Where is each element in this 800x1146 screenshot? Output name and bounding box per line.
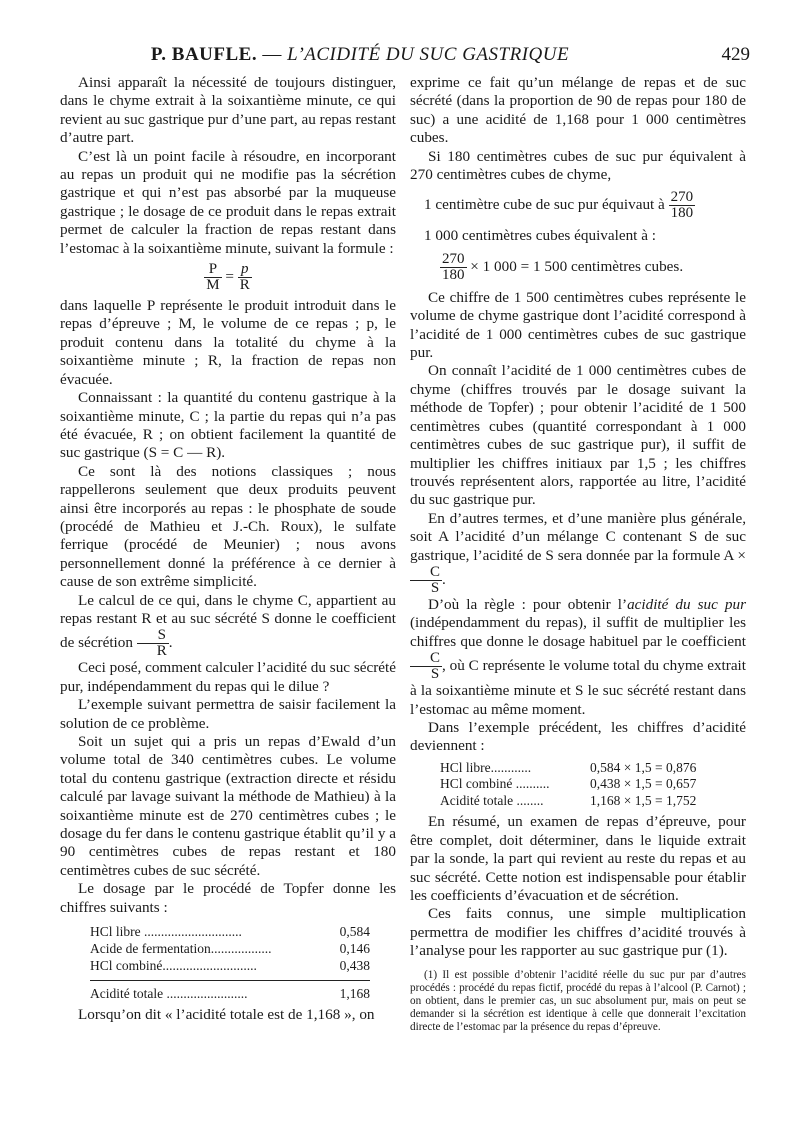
text: En d’autres termes, et d’une manière plus générale, soit A l’acidité d’un mélange C contenant S de suc gastrique, l’acidité de S sera donnée par la formule A ×: [410, 509, 746, 564]
paragraph: Dans l’exemple précédent, les chiffres d’acidité deviennent :: [410, 718, 746, 755]
table-row: [440, 776, 746, 793]
frac-num: 270: [670, 189, 694, 206]
paragraph: Ce chiffre de 1 500 centimètres cubes représente le volume de chyme gastrique dont l’acidité correspond à l’acidité de 1 000 centimètres cubes de suc gastrique pur.: [410, 288, 746, 362]
topfer-table: [90, 923, 370, 1002]
table-rule: [90, 980, 370, 981]
text: , où C représente le volume total du chyme extrait à la soixantième minute et S le suc sécrété restant dans l’estomac au même moment.: [410, 657, 746, 718]
paragraph: Le dosage par le procédé de Topfer donne les chiffres suivants :: [60, 880, 396, 916]
footnote: [410, 969, 746, 1034]
paragraph: C’est là un point facile à résoudre, en incorporant au repas un produit qui ne modifie pas la sécrétion gastrique et qui n’est pas absorbé par la muqueuse gastrique ; le dosage de ce produit dans le repas extrait permet de calculer la fraction de repas restant dans l’estomac à la soixantième minute, suivant la formule :: [60, 147, 396, 257]
equation-1: [410, 190, 746, 221]
text: .: [442, 570, 446, 588]
text: 1 centimètre cube de suc pur équivaut à: [424, 196, 665, 214]
row-label: Acide de fermentation..................: [90, 941, 272, 957]
page-number: 429: [721, 44, 750, 65]
paragraph: Lorsqu’on dit « l’acidité totale est de 1,168 », on: [78, 1006, 375, 1024]
text: D’où la règle : pour obtenir l’: [428, 595, 628, 613]
running-header: [60, 44, 750, 72]
paragraph: En résumé, un examen de repas d’épreuve, pour être complet, doit déterminer, dans le liquide extrait par la sonde, la part qui revient au reste du repas et au suc sécrété. Cette notion est indispensable pour établir les coefficients d’évacuation et de sécrétion.: [410, 813, 746, 904]
text: Le calcul de ce qui, dans le chyme C, appartient au repas restant R et au suc sécrété S donne le coefficient de sécrétion: [60, 591, 396, 652]
acidity-table: [440, 760, 746, 810]
row-label: HCl libre............: [440, 759, 532, 775]
frac-num: P: [204, 262, 221, 278]
row-label: HCl libre .............................: [90, 924, 242, 940]
equation-2: 1 000 centimètres cubes équivalent à :: [424, 227, 656, 245]
row-value: 0,146: [339, 941, 370, 957]
paragraph: Ceci posé, comment calculer l’acidité du suc sécrété pur, indépendamment du repas qui le dilue ?: [60, 659, 396, 695]
frac-num: p: [238, 262, 252, 278]
paragraph: L’exemple suivant permettra de saisir facilement la solution de ce problème.: [60, 696, 396, 732]
row-label: Acidité totale ........................: [90, 986, 248, 1002]
row-value: 0,584 × 1,5 = 0,876: [590, 759, 697, 775]
row-label: HCl combiné............................: [90, 958, 257, 974]
header-dash: —: [257, 44, 288, 65]
equals-sign: =: [225, 268, 234, 286]
frac-den: S: [430, 666, 440, 683]
frac-num: C: [410, 651, 442, 667]
frac-num: C: [410, 565, 442, 581]
row-label: HCl combiné ..........: [440, 776, 550, 792]
frac-den: S: [430, 579, 440, 596]
paragraph-rule: [410, 596, 746, 719]
paragraph: Ce sont là des notions classiques ; nous rappellerons seulement que deux produits peuvent ainsi être incorporés au repas : le phosphate de soude (procédé de Mathieu et J.-Ch. Roux), le sulfate ferrique (procédé de Meunier) ; nous avons personnellement donné la préférence à ce dernier à cause de son extrême simplicité.: [60, 462, 396, 591]
frac-den: 180: [442, 266, 465, 283]
paragraph: Ainsi apparaît la nécessité de toujours distinguer, dans le chyme extrait à la soixantième minute, ce qui revient au suc gastrique pur d’une part, au repas restant d’autre part.: [60, 74, 396, 147]
text: .: [168, 634, 173, 652]
row-value: 0,438 × 1,5 = 0,657: [590, 776, 697, 792]
row-label: Acidité totale ........: [440, 792, 544, 808]
footnote-text: (1) Il est possible d’obtenir l’acidité réelle du suc pur par d’autres procédés : procédé du repas fictif, procédé du repas à l’alcool (P. Carnot) ; on obtient, dans le premier cas, un suc absolument pur, mais on peut se demander si la sécrétion est identique à celle que donnerait l’excitation directe de l’estomac par la présence du repas d’épreuve.: [410, 968, 746, 1033]
paragraph-coefficient: [60, 592, 396, 660]
paragraph: exprime ce fait qu’un mélange de repas et de suc sécrété (dans la proportion de 90 de repas pour 180 de suc) a une acidité de 1,168 pour 1 000 centimètres cubes.: [410, 74, 746, 147]
right-column: [410, 74, 746, 1034]
frac-den: 180: [670, 205, 694, 222]
paragraph-formula: [410, 510, 746, 596]
italic-text: acidité du suc pur: [627, 595, 747, 613]
frac-num: 270: [442, 250, 465, 267]
paragraph: Si 180 centimètres cubes de suc pur équivalent à 270 centimètres cubes de chyme,: [410, 147, 746, 184]
paragraph: Connaissant : la quantité du contenu gastrique à la soixantième minute, C ; la partie du repas qui n’a pas été évacuée, R ; on obtient facilement la quantité de suc gastrique (S = C — R).: [60, 389, 396, 462]
row-value: 0,584: [339, 924, 370, 940]
header-author: P. BAUFLE.: [150, 44, 258, 65]
equation-3: [410, 252, 746, 283]
table-row: [440, 793, 746, 810]
frac-den: R: [156, 643, 167, 660]
table-row: [90, 923, 370, 940]
frac-den: M: [206, 277, 220, 294]
left-column: [60, 74, 396, 1024]
frac-den: R: [239, 277, 250, 294]
row-value: 0,438: [339, 958, 370, 974]
row-value: 1,168 × 1,5 = 1,752: [590, 792, 697, 808]
paragraph: Soit un sujet qui a pris un repas d’Ewald d’un volume total de 340 centimètres cubes. Le volume total du contenu gastrique (extraction directe et résidu calculé par lavage suivant la méthode de Mathieu) à la soixantième minute est de 270 centimètres cubes ; le dosage du fer dans le contenu gastrique établit qu’il y a 90 centimètres cubes de repas restant et 180 centimètres cubes de suc sécrété.: [60, 733, 396, 879]
paragraph: dans laquelle P représente le produit introduit dans le repas d’épreuve ; M, le volume de ce repas ; p, le produit contenu dans la totalité du chyme à la soixantième minute ; R, la fraction de repas non évacuée.: [60, 297, 396, 388]
table-row: [90, 940, 370, 957]
paragraph: Ces faits connus, une simple multiplication permettra de modifier les chiffres d’acidité trouvés à l’analyse pour les rapporter au suc gastrique pur (1).: [410, 905, 746, 960]
row-value: 1,168: [339, 986, 370, 1002]
table-total-row: [90, 985, 370, 1002]
text: (indépendamment du repas), il suffit de multiplier les chiffres que donne le dosage habituel par le coefficient: [410, 614, 746, 650]
frac-num: S: [137, 628, 169, 644]
table-row: [440, 760, 746, 777]
header-title: [60, 44, 660, 66]
header-subject: L’ACIDITÉ DU SUC GASTRIQUE: [287, 44, 570, 65]
paragraph: On connaît l’acidité de 1 000 centimètres cubes de chyme (chiffres trouvés par le dosage suivant la méthode de Topfer) ; pour obtenir l’acidité de 1 500 centimètres cubes (quantité correspondant à 1 000 centimètres cubes de suc gastrique pur), il suffit de multiplier les chiffres initiaux par 1,5 ; les chiffres trouvés représentent alors, rapportée au litre, l’acidité du suc gastrique pur.: [410, 362, 746, 509]
formula-p-m: [60, 262, 396, 293]
text: × 1 000 = 1 500 centimètres cubes.: [470, 257, 684, 275]
table-row: [90, 957, 370, 974]
